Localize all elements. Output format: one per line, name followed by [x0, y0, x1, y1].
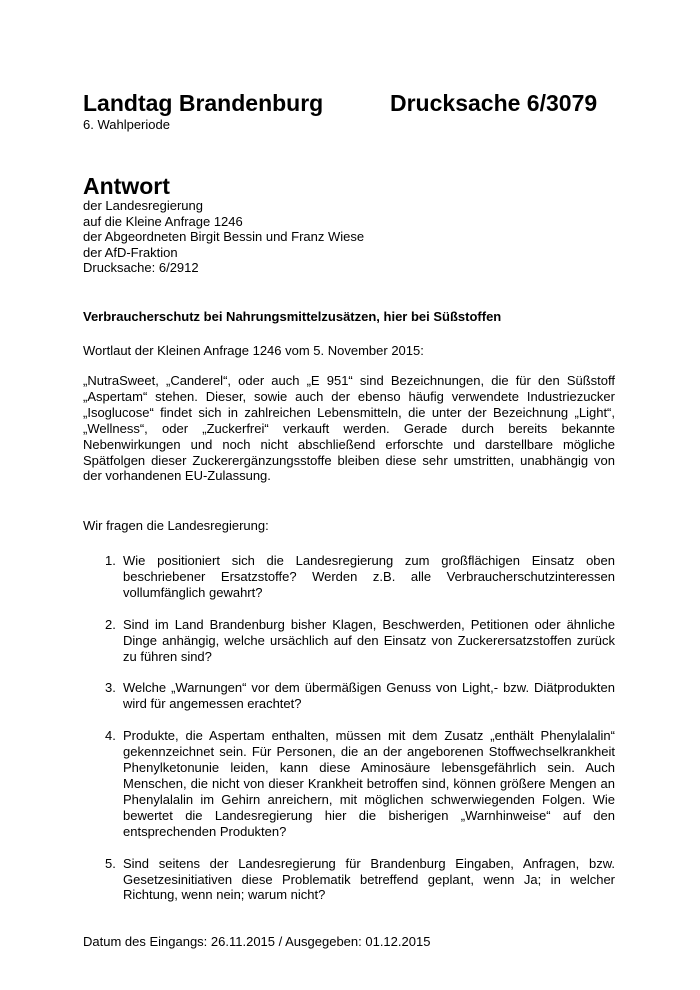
subject-heading: Verbraucherschutz bei Nahrungsmittelzusätzen, hier bei Süßstoffen	[83, 309, 502, 324]
question-text: Sind seitens der Landesregierung für Brandenburg Eingaben, Anfragen, bzw. Gesetzesinitiativen diese Problematik betreffend geplant, wenn Ja; in welcher Richtung, wenn nein; warum nicht?	[123, 855, 615, 903]
antwort-line: Drucksache: 6/2912	[83, 260, 199, 276]
fragen-intro: Wir fragen die Landesregierung:	[83, 518, 269, 533]
question-text: Wie positioniert sich die Landesregierung zum großflächigen Einsatz oben beschriebener Ersatzstoffe? Werden z.B. alle Verbraucherschutzinteressen vollumfänglich gewahrt?	[123, 553, 615, 600]
antwort-addressee-block	[83, 198, 364, 276]
intro-paragraph: „NutraSweet, „Canderel“, oder auch „E 951“ sind Bezeichnungen, die für den Süßstoff „Aspertam“ stehen. Dieser, sowie auch der ebenso häufig verwendete Industriezucker „Isoglucose“ findet sich in zahlreichen Lebensmitteln, die unter der Bezeichnung „Light“, „Wellness“, oder „Zuckerfrei“ verkauft werden. Gerade durch bereits bekannte Nebenwirkungen und noch nicht abschließend erforschte und darstellbare mögliche Spätfolgen dieser Zuckerergänzungsstoffe bleiben diese sehr umstritten, unabhängig von der vorhandenen EU-Zulassung.	[83, 373, 615, 484]
wortlaut-line: Wortlaut der Kleinen Anfrage 1246 vom 5. November 2015:	[83, 343, 424, 358]
question-number: 5.	[105, 855, 116, 871]
question-text: Sind im Land Brandenburg bisher Klagen, Beschwerden, Petitionen oder ähnliche Dinge anhängig, welche ursächlich auf den Einsatz von Zuckerersatzstoffen zurück zu führen sind?	[123, 616, 615, 664]
question-item	[83, 617, 615, 665]
question-list	[83, 553, 615, 903]
question-number: 1.	[105, 553, 116, 568]
question-number: 4.	[105, 728, 116, 744]
question-item	[83, 856, 615, 904]
antwort-line: der AfD-Fraktion	[83, 244, 178, 260]
antwort-line: der Landesregierung	[83, 198, 203, 213]
question-number: 2.	[105, 616, 116, 632]
antwort-line: der Abgeordneten Birgit Bessin und Franz Wiese	[83, 229, 365, 245]
header-drucksache-number: Drucksache 6/3079	[390, 90, 598, 116]
question-text: Welche „Warnungen“ vor dem übermäßigen Genuss von Light,- bzw. Diätprodukten wird für angemessen erachtet?	[123, 680, 615, 712]
question-text: Produkte, die Aspertam enthalten, müssen mit dem Zusatz „enthält Phenylalalin“ gekennzeichnet sein. Für Personen, die an der angeborenen Stoffwechselkrankheit Phenylketonunie leiden, kann diese Aminosäure lebensgefährlich sein. Auch Menschen, die nicht von dieser Krankheit betroffen sind, können größere Mengen an Phenylalalin im Gehirn anreichern, mit möglichen schwerwiegenden Folgen. Wie bewertet die Landesregierung hier die bisherigen „Warnhinweise“ auf den entsprechenden Produkten?	[123, 728, 615, 839]
antwort-line: auf die Kleine Anfrage 1246	[83, 213, 243, 229]
question-item	[83, 553, 615, 601]
header-title: Landtag Brandenburg	[83, 90, 324, 116]
question-item	[83, 728, 615, 839]
footer-dates: Datum des Eingangs: 26.11.2015 / Ausgegeben: 01.12.2015	[83, 934, 431, 949]
wahlperiode: 6. Wahlperiode	[83, 117, 170, 132]
antwort-heading: Antwort	[83, 173, 170, 199]
question-item	[83, 680, 615, 712]
question-number: 3.	[105, 680, 116, 696]
